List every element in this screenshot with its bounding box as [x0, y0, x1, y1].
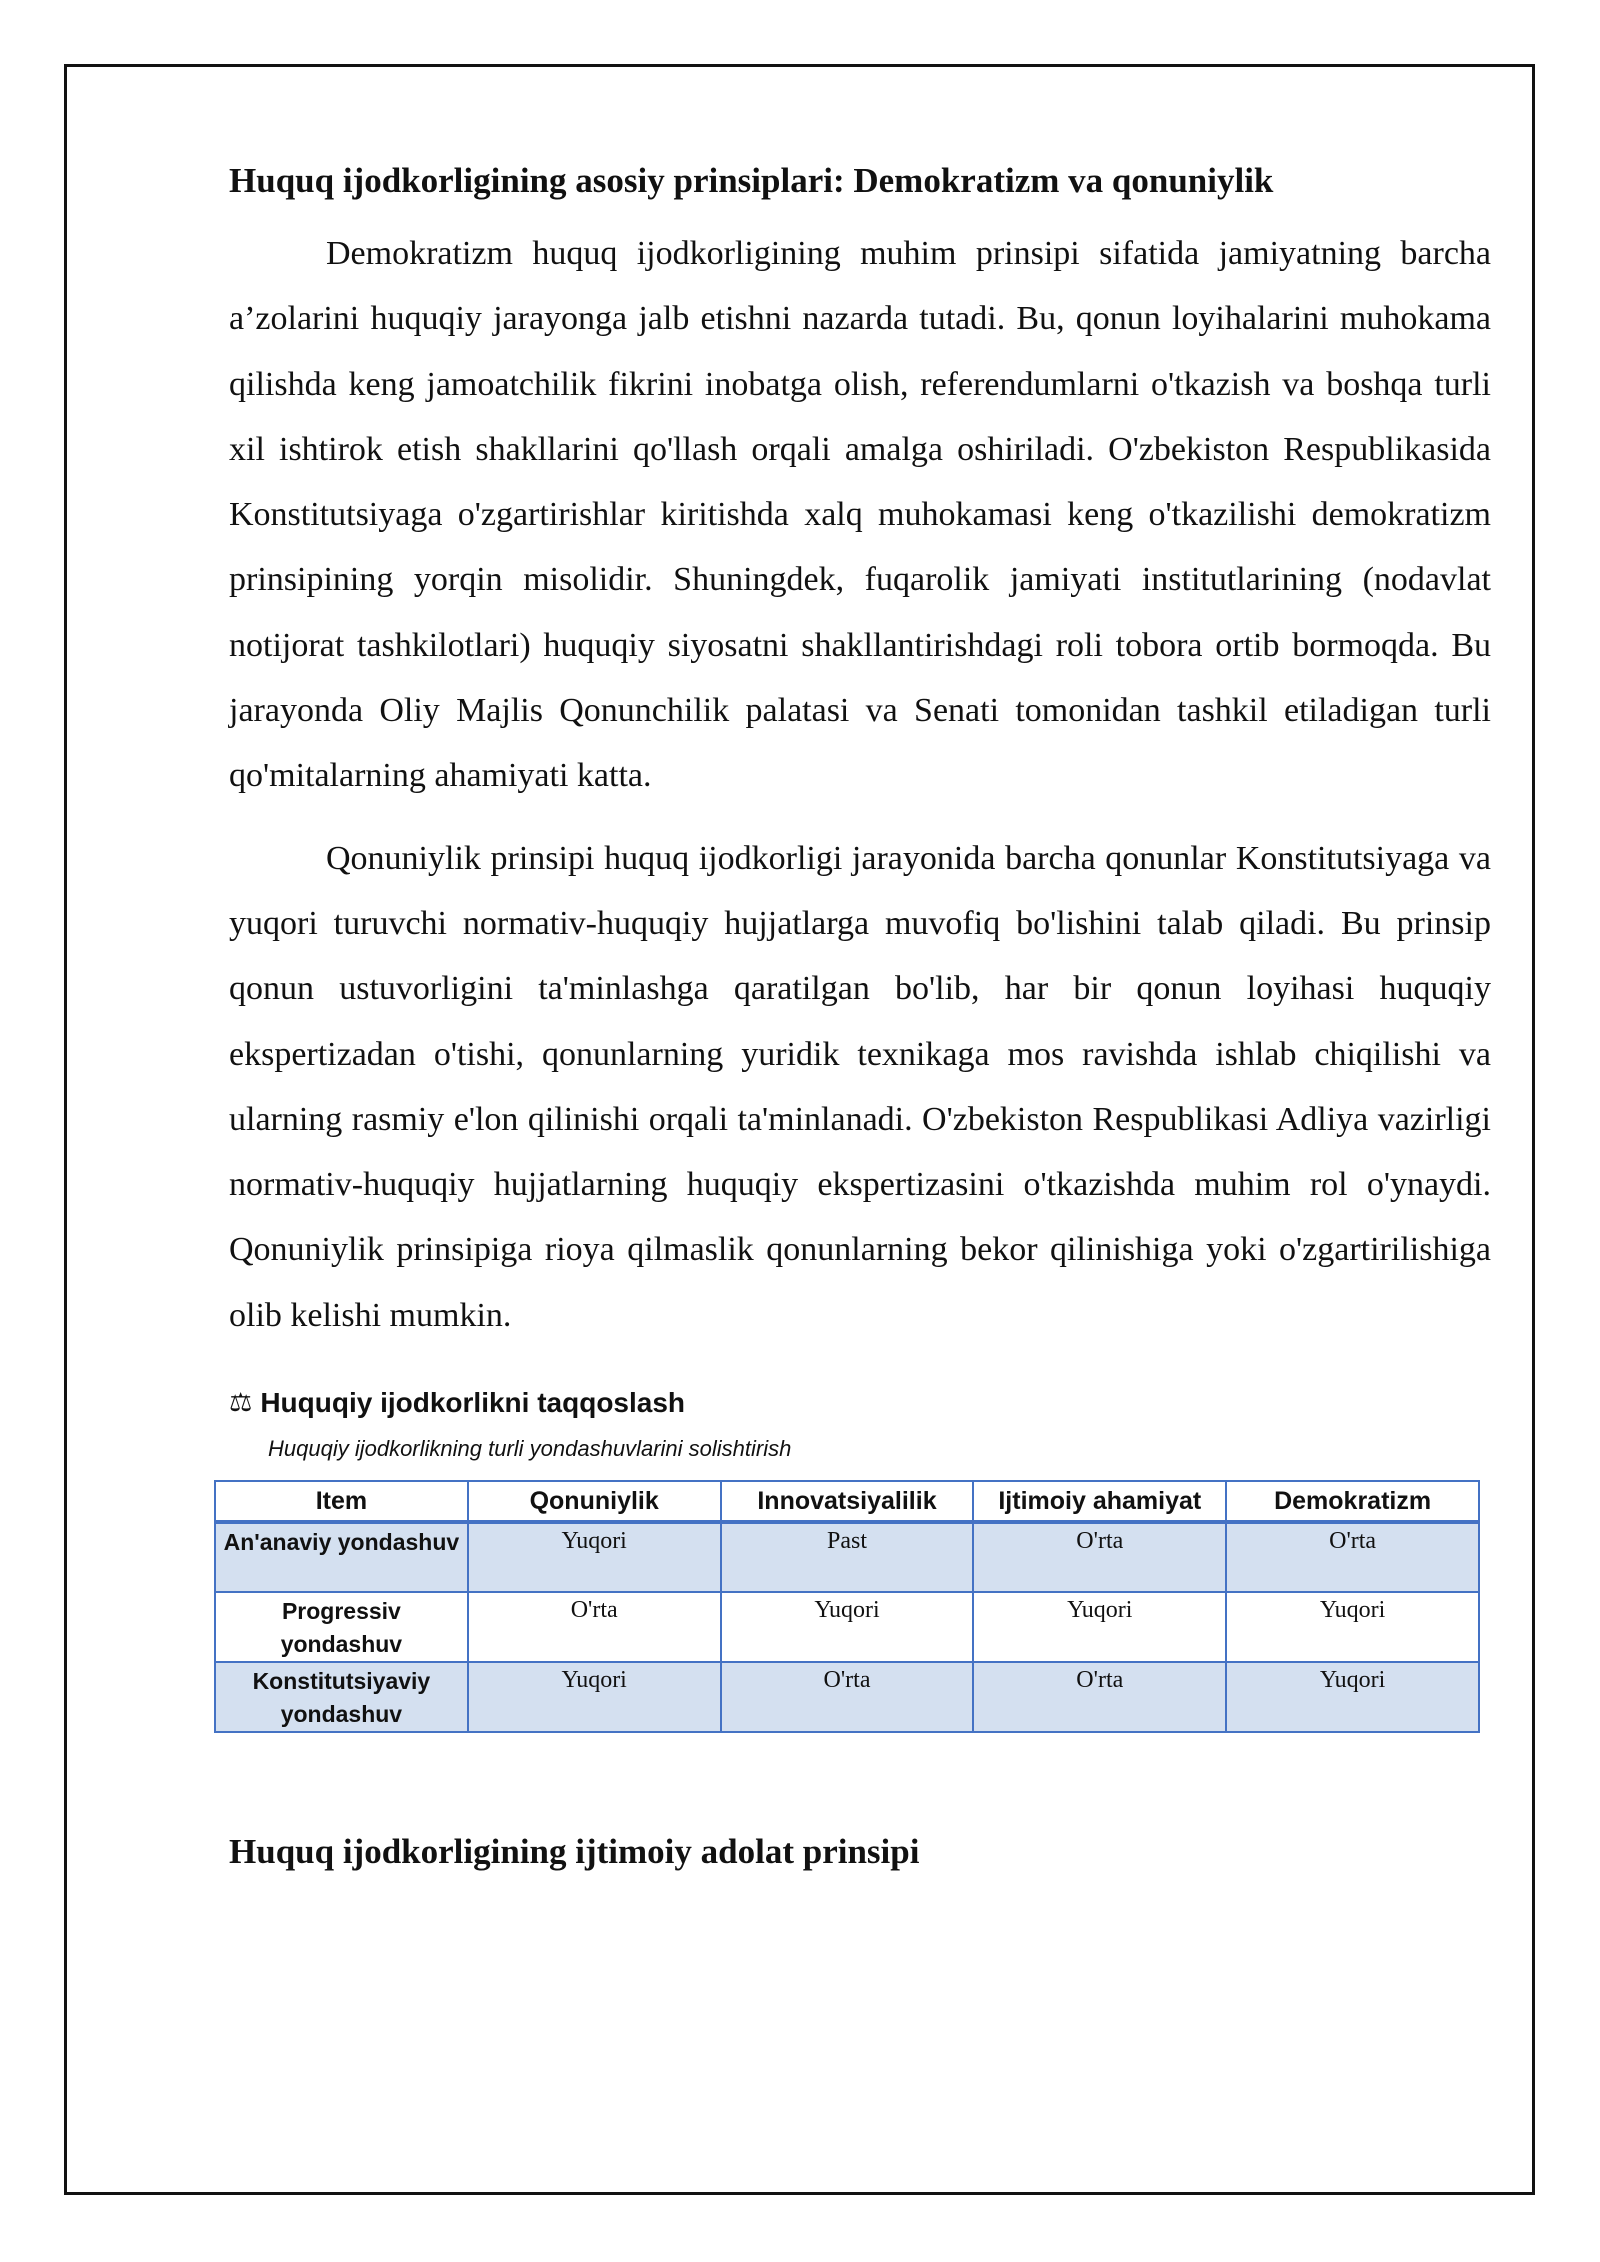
table-cell: Yuqori: [721, 1592, 974, 1662]
table-cell: Past: [721, 1522, 974, 1592]
table-cell: Yuqori: [468, 1522, 721, 1592]
paragraph-democratism: Demokratizm huquq ijodkorligining muhim prinsipi sifatida jamiyatning barcha a’zolarini huquqiy jarayonga jalb etishni nazarda tutadi. Bu, qonun loyihalarini muhokama qilishda keng jamoatchilik fikrini inobatga olish, referendumlarni o'tkazish va boshqa turli xil ishtirok etish shakllarini qo'llash orqali amalga oshiriladi. O'zbekiston Respublikasida Konstitutsiyaga o'zgartirishlar kiritishda xalq muhokamasi keng o'tkazilishi demokratizm prinsipining yorqin misolidir. Shuningdek, fuqarolik jamiyati institutlarining (nodavlat notijorat tashkilotlari) huquqiy siyosatni shakllantirishdagi roli tobora ortib bormoqda. Bu jarayonda Oliy Majlis Qonunchilik palatasi va Senati tomonidan tashkil etiladigan turli qo'mitalarning ahamiyati katta.: [229, 235, 1491, 795]
column-header: Ijtimoiy ahamiyat: [973, 1481, 1226, 1522]
table-row: [215, 1592, 1479, 1662]
comparison-table: [214, 1480, 1480, 1733]
table-title: [229, 1386, 1491, 1420]
table-row: [215, 1522, 1479, 1592]
column-header: Innovatsiyalilik: [721, 1481, 974, 1522]
column-header: Item: [215, 1481, 468, 1522]
table-cell: O'rta: [1226, 1522, 1479, 1592]
row-label: An'anaviy yondashuv: [215, 1522, 468, 1592]
table-row: [215, 1662, 1479, 1732]
table-cell: O'rta: [973, 1522, 1226, 1592]
paragraph-legality: Qonuniylik prinsipi huquq ijodkorligi jarayonida barcha qonunlar Konstitutsiyaga va yuqori turuvchi normativ-huquqiy hujjatlarga muvofiq bo'lishini talab qiladi. Bu prinsip qonun ustuvorligini ta'minlashga qaratilgan bo'lib, har bir qonun loyihasi huquqiy ekspertizadan o'tishi, qonunlarning yuridik texnikaga mos ravishda ishlab chiqilishi va ularning rasmiy e'lon qilinishi orqali ta'minlanadi. O'zbekiston Respublikasi Adliya vazirligi normativ-huquqiy hujjatlarning huquqiy ekspertizasini o'tkazishda muhim rol o'ynaydi. Qonuniylik prinsipiga rioya qilmaslik qonunlarning bekor qilinishiga yoki o'zgartirilishiga olib kelishi mumkin.: [229, 839, 1491, 1334]
table-cell: O'rta: [721, 1662, 974, 1732]
next-section-title: Huquq ijodkorligining ijtimoiy adolat prinsipi: [229, 1832, 920, 1872]
row-label: Konstitutsiyaviy yondashuv: [215, 1662, 468, 1732]
column-header: Qonuniylik: [468, 1481, 721, 1522]
comparison-block: [223, 1386, 1491, 1733]
table-subtitle: Huquqiy ijodkorlikning turli yondashuvlarini solishtirish: [268, 1435, 792, 1461]
table-cell: O'rta: [973, 1662, 1226, 1732]
table-cell: Yuqori: [468, 1662, 721, 1732]
page-content: [223, 160, 1491, 1873]
table-cell: Yuqori: [1226, 1662, 1479, 1732]
table-header-row: [215, 1481, 1479, 1522]
table-cell: Yuqori: [973, 1592, 1226, 1662]
column-header: Demokratizm: [1226, 1481, 1479, 1522]
table-cell: O'rta: [468, 1592, 721, 1662]
section-title: Huquq ijodkorligining asosiy prinsiplari: Demokratizm va qonuniylik: [229, 161, 1274, 200]
table-cell: Yuqori: [1226, 1592, 1479, 1662]
scales-icon: ⚖: [229, 1387, 253, 1418]
table-title-text: Huquqiy ijodkorlikni taqqoslash: [260, 1387, 686, 1419]
row-label: Progressiv yondashuv: [215, 1592, 468, 1662]
